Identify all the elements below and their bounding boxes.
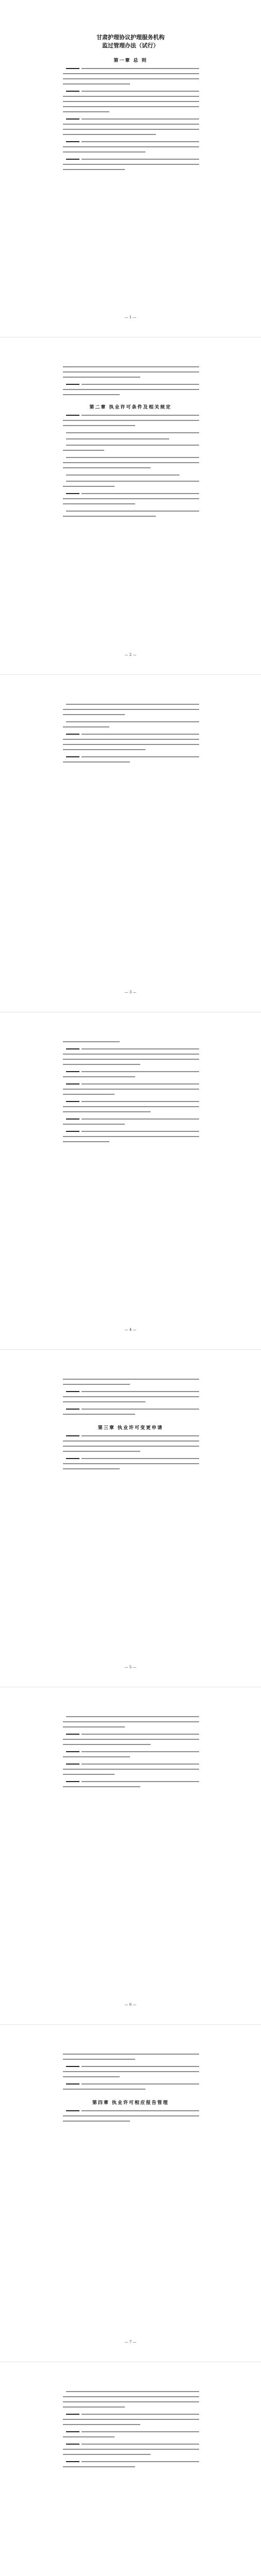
text-line [63, 1769, 199, 1770]
text-line [63, 749, 145, 750]
text-line [63, 1141, 109, 1142]
document-page [0, 1350, 261, 1687]
text-line [63, 1054, 199, 1055]
text-line [81, 415, 199, 416]
text-line [63, 124, 199, 125]
text-line [63, 164, 199, 165]
text-line [81, 1734, 199, 1735]
text-line [63, 714, 125, 715]
text-line [66, 445, 199, 446]
chapter-heading: 第二章 执业许可条件及相关规定 [89, 405, 172, 410]
text-line [63, 377, 140, 378]
text-line [63, 420, 199, 421]
text-line [63, 106, 199, 107]
article-label [66, 2431, 79, 2432]
text-line [63, 1124, 125, 1125]
article-label [66, 2066, 79, 2067]
text-line [66, 721, 199, 722]
text-line [63, 2454, 151, 2455]
text-line [63, 2076, 120, 2077]
text-line [63, 1446, 199, 1447]
text-line [63, 1059, 199, 1060]
text-line [66, 474, 180, 476]
article-label [66, 2110, 79, 2111]
article-label [66, 384, 79, 385]
text-line [63, 2396, 199, 2397]
text-line [63, 2401, 199, 2402]
text-line [63, 2054, 199, 2055]
text-line [63, 2115, 199, 2116]
article-label [66, 118, 79, 120]
page-number: — 2 — [124, 653, 137, 657]
text-line [81, 68, 199, 69]
text-line [63, 1094, 115, 1095]
text-line [63, 450, 104, 451]
document-title: 甘肃护理协议护理服务机构 [96, 34, 165, 41]
text-line [63, 1401, 145, 1402]
text-line [63, 1721, 199, 1722]
article-label [66, 1734, 79, 1735]
article-label [66, 756, 79, 757]
text-line [63, 516, 156, 517]
text-line [63, 425, 135, 426]
text-line [63, 2406, 125, 2408]
text-line [63, 371, 199, 372]
text-line [63, 2089, 145, 2090]
article-label [66, 141, 79, 142]
text-line [63, 1136, 199, 1137]
text-line [81, 1083, 199, 1084]
text-line [63, 486, 115, 487]
article-label [66, 1751, 79, 1752]
text-line [63, 1396, 199, 1397]
text-line [81, 1781, 199, 1782]
text-line [63, 1064, 140, 1065]
text-line [81, 1435, 199, 1436]
text-line [81, 2066, 199, 2067]
text-line [63, 73, 199, 74]
text-line [63, 1106, 199, 1107]
article-label [66, 2461, 79, 2462]
document-page [0, 337, 261, 675]
text-line [63, 169, 125, 170]
document-page [0, 1687, 261, 2025]
document-page [0, 0, 261, 337]
text-line [81, 1101, 199, 1102]
document-page [0, 2362, 261, 2576]
text-line [81, 1048, 199, 1049]
text-line [63, 503, 135, 504]
text-line [81, 1458, 199, 1459]
text-line [63, 129, 199, 130]
text-line [81, 734, 199, 735]
chapter-heading: 第四章 执业许可相应报告管理 [92, 2100, 169, 2106]
text-line [63, 1726, 125, 1727]
text-line [63, 744, 199, 745]
text-line [63, 498, 199, 499]
text-line [63, 146, 199, 147]
text-line [63, 101, 199, 102]
text-line [63, 394, 120, 395]
text-line [63, 134, 156, 135]
text-line [63, 2121, 130, 2122]
text-line [81, 159, 199, 160]
text-line [63, 739, 199, 740]
text-line [66, 457, 199, 458]
text-line [81, 2110, 199, 2111]
text-line [66, 511, 199, 512]
text-line [63, 2436, 115, 2437]
text-line [81, 2444, 199, 2445]
text-line [63, 96, 199, 97]
text-line [81, 2414, 199, 2415]
text-line [81, 756, 199, 757]
text-line [63, 709, 199, 710]
article-label [66, 1118, 79, 1120]
text-line [63, 462, 199, 463]
text-line [63, 467, 151, 468]
text-line [63, 389, 199, 390]
text-line [63, 83, 130, 84]
text-line [63, 1451, 140, 1452]
article-label [66, 2083, 79, 2084]
article-label [66, 493, 79, 494]
text-line [63, 1111, 151, 1112]
text-line [63, 2419, 199, 2420]
text-line [63, 1379, 199, 1380]
text-line [63, 1076, 135, 1077]
document-title-line2: 监过管理办法（试行） [102, 42, 159, 49]
chapter-heading: 第一章 总 则 [113, 58, 148, 63]
text-line [81, 141, 199, 142]
text-line [63, 2449, 199, 2450]
text-line [63, 1739, 199, 1740]
text-line [81, 1764, 199, 1765]
page-number: — 4 — [124, 1328, 137, 1332]
text-line [63, 1786, 140, 1787]
page-number: — 7 — [124, 2340, 137, 2344]
text-line [63, 78, 199, 79]
text-line [63, 761, 130, 762]
article-label [66, 734, 79, 735]
text-line [81, 1409, 199, 1410]
text-line [63, 366, 199, 367]
text-line [81, 2083, 199, 2084]
article-label [66, 1458, 79, 1459]
text-line [66, 2391, 199, 2392]
document-page [0, 675, 261, 1012]
article-label [66, 1409, 79, 1410]
article-label [66, 1071, 79, 1072]
text-line [63, 1756, 130, 1757]
text-line [63, 2424, 140, 2425]
text-line [63, 1463, 199, 1464]
text-line [81, 1131, 199, 1132]
article-label [66, 1391, 79, 1392]
text-line [63, 1414, 135, 1415]
text-line [63, 726, 109, 727]
text-line [81, 1071, 199, 1072]
article-label [66, 2444, 79, 2445]
page-number: — 1 — [124, 315, 137, 319]
text-line [66, 432, 199, 433]
article-label [66, 91, 79, 92]
text-line [81, 118, 199, 120]
text-line [63, 2071, 199, 2072]
text-line [63, 1384, 130, 1385]
document-page [0, 1012, 261, 1350]
article-label [66, 1435, 79, 1436]
article-label [66, 1048, 79, 1049]
chapter-heading: 第三章 执业许可变更申请 [97, 1426, 164, 1431]
article-label [66, 1764, 79, 1765]
text-line [63, 1041, 120, 1042]
text-line [63, 1468, 120, 1469]
text-line [63, 2059, 135, 2060]
text-line [81, 1391, 199, 1392]
article-label [66, 1101, 79, 1102]
text-line [63, 111, 109, 112]
text-line [63, 2466, 135, 2467]
text-line [66, 438, 169, 439]
text-line [81, 2461, 199, 2462]
text-line [66, 481, 199, 482]
text-line [81, 493, 199, 494]
text-line [63, 1744, 151, 1745]
text-line [81, 1751, 199, 1752]
page-number: — 6 — [124, 2003, 137, 2007]
text-line [63, 1440, 199, 1442]
text-line [66, 1716, 199, 1717]
article-label [66, 2414, 79, 2415]
document-page [0, 2025, 261, 2362]
article-label [66, 415, 79, 416]
page-number: — 5 — [124, 1665, 137, 1669]
article-label [66, 1781, 79, 1782]
text-line [63, 1089, 199, 1090]
text-line [81, 91, 199, 92]
text-line [66, 704, 199, 705]
article-label [66, 1083, 79, 1084]
text-line [63, 1774, 115, 1775]
text-line [81, 384, 199, 385]
article-label [66, 159, 79, 160]
article-label [66, 68, 79, 69]
text-line [81, 1118, 199, 1120]
text-line [63, 151, 145, 152]
article-label [66, 1131, 79, 1132]
text-line [81, 2431, 199, 2432]
page-number: — 3 — [124, 990, 137, 994]
